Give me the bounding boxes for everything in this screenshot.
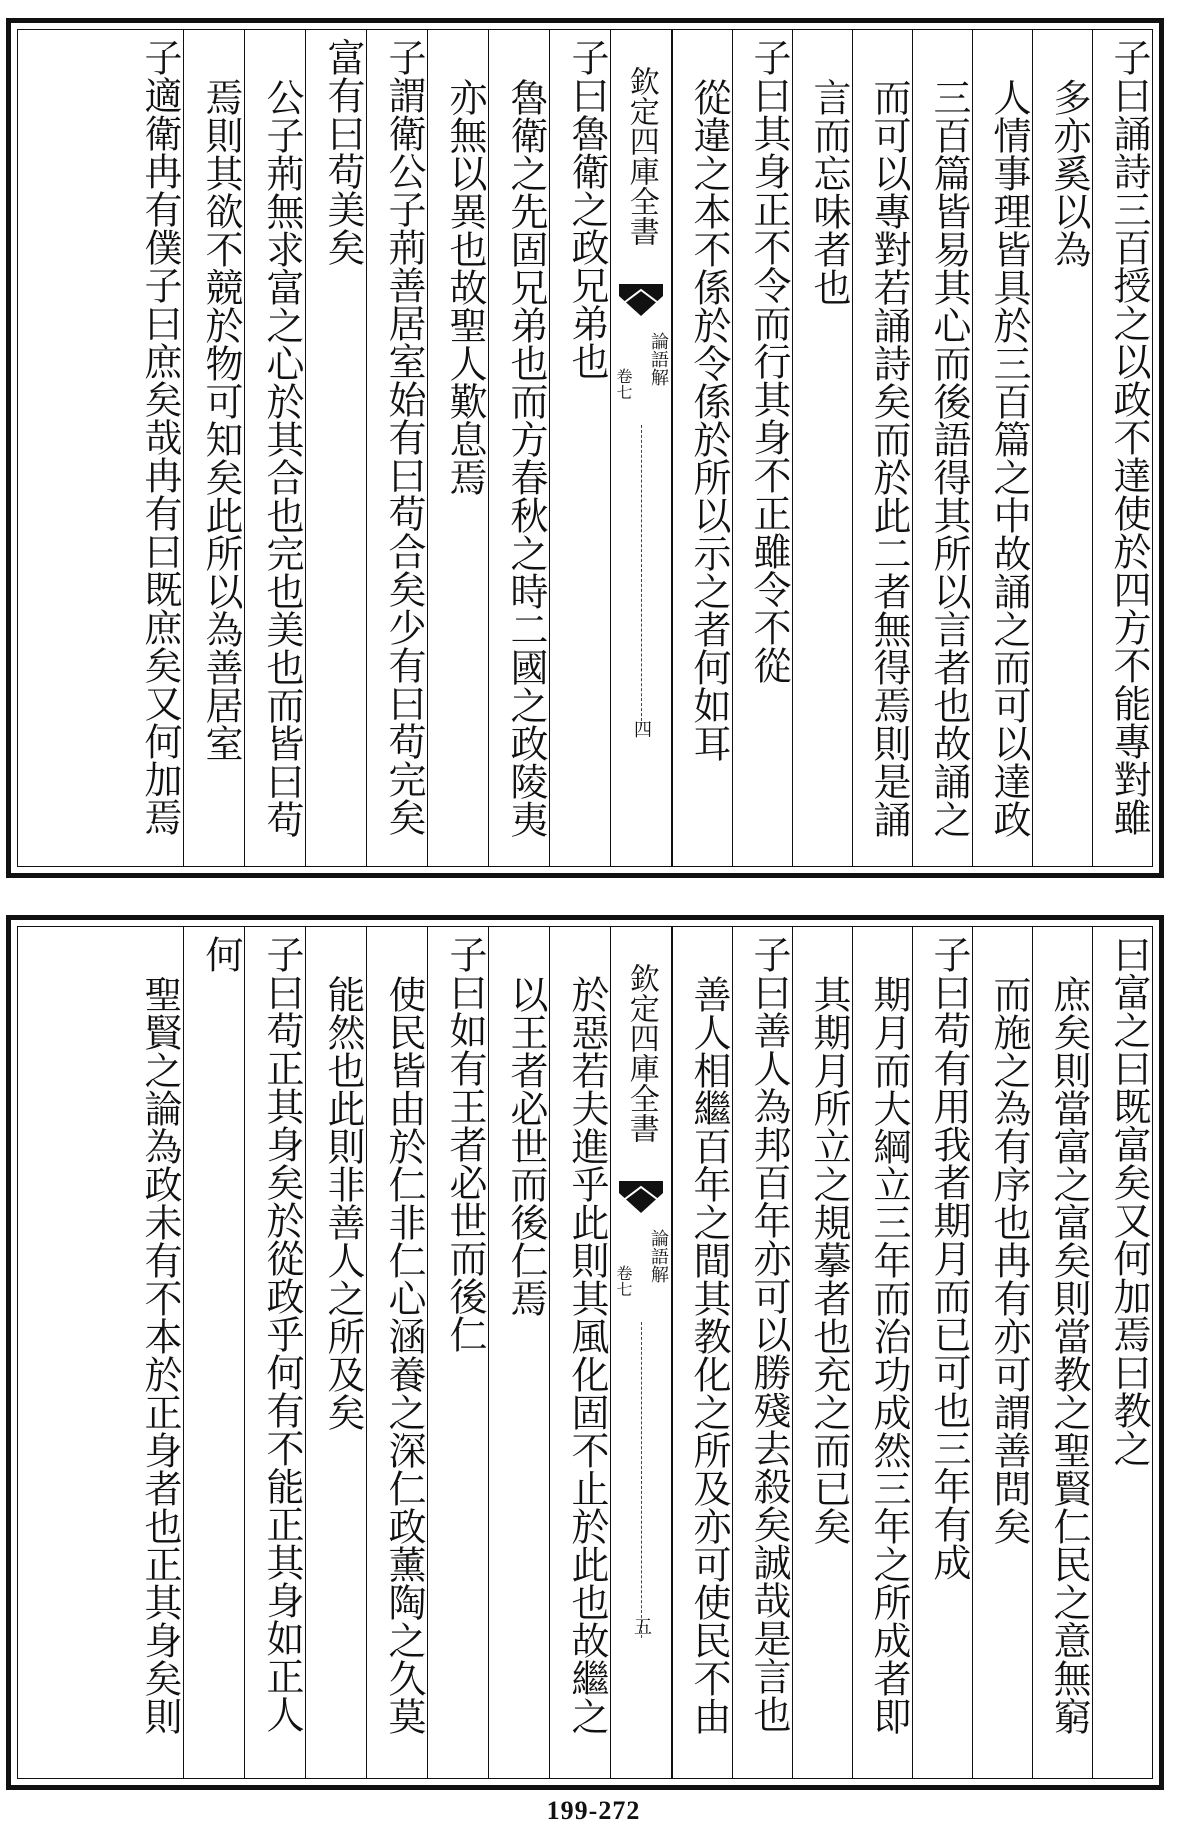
fish-tail-icon <box>617 282 665 318</box>
text-column-b7: 子曰善人為邦百年亦可以勝殘去殺矣誠哉是言也 <box>732 927 792 1778</box>
gutter-volume: 卷七 <box>614 1265 633 1297</box>
text-column-t13: 富有曰苟美矣 <box>305 30 366 866</box>
text-column-t11: 亦無以異也故聖人歎息焉 <box>427 30 488 866</box>
text-column-b8: 善人相繼百年之間其教化之所及亦可使民不由 <box>672 927 732 1778</box>
text-column-b6: 其期月所立之規摹者也充之而已矣 <box>792 927 852 1778</box>
fish-tail-icon <box>617 1179 665 1215</box>
text-column-b1: 曰富之曰既富矣又何加焉曰教之 <box>1092 927 1152 1778</box>
text-column-t2: 多亦奚以為 <box>1032 30 1092 866</box>
text-column-b16: 聖賢之論為政未有不本於正身者也正其身矣則 <box>138 975 182 1735</box>
gutter-divider <box>641 1322 642 1638</box>
text-column-b2: 庶矣則當富之富矣則當教之聖賢仁民之意無窮 <box>1032 927 1092 1778</box>
text-column-t9: 子曰魯衛之政兄弟也 <box>549 30 610 866</box>
bottom-page-gutter <box>610 927 672 1778</box>
top-page-columns <box>18 30 1152 866</box>
gutter-title: 欽定四庫全書 <box>623 66 659 246</box>
text-column-b3: 而施之為有序也冉有亦可謂善問矣 <box>972 927 1032 1778</box>
text-column-t4: 三百篇皆易其心而後語得其所以言者也故誦之 <box>912 30 972 866</box>
text-column-t14: 公子荊無求富之心於其合也完也美也而皆曰苟 <box>244 30 305 866</box>
gutter-title: 欽定四庫全書 <box>623 963 659 1143</box>
text-column-b13: 能然也此則非善人之所及矣 <box>305 927 366 1778</box>
gutter-book-title: 論語解 <box>648 332 669 386</box>
text-column-b4: 子曰苟有用我者期月而已可也三年有成 <box>912 927 972 1778</box>
text-column-b11: 子曰如有王者必世而後仁 <box>427 927 488 1778</box>
text-column-t15: 焉則其欲不競於物可知矣此所以為善居室 <box>183 30 244 866</box>
text-column-t1: 子曰誦詩三百授之以政不達使於四方不能專對雖 <box>1092 30 1152 866</box>
gutter-volume: 卷七 <box>614 368 633 400</box>
text-column-b10: 以王者必世而後仁焉 <box>488 927 549 1778</box>
top-page-frame <box>17 29 1153 867</box>
text-column-t5: 而可以專對若誦詩矣而於此二者無得焉則是誦 <box>852 30 912 866</box>
text-column-b9: 於惡若夫進乎此則其風化固不止於此也故繼之 <box>549 927 610 1778</box>
gutter-divider <box>641 425 642 726</box>
text-column-t6: 言而忘味者也 <box>792 30 852 866</box>
text-column-t3: 人情事理皆具於三百篇之中故誦之而可以達政 <box>972 30 1032 866</box>
text-column-b14: 子曰苟正其身矣於從政乎何有不能正其身如正人 <box>244 927 305 1778</box>
top-page <box>6 18 1164 878</box>
bottom-page <box>6 915 1164 1790</box>
text-column-b15: 何 <box>183 927 244 1778</box>
top-page-gutter <box>610 30 672 866</box>
bottom-page-columns <box>18 927 1152 1778</box>
text-column-t8: 從違之本不係於令係於所以示之者何如耳 <box>672 30 732 866</box>
bottom-page-frame <box>17 926 1153 1779</box>
text-column-b12: 使民皆由於仁非仁心涵養之深仁政薰陶之久莫 <box>366 927 427 1778</box>
gutter-page-number: 五 <box>631 1617 652 1635</box>
text-column-t7: 子曰其身正不令而行其身不正雖令不從 <box>732 30 792 866</box>
text-column-t12: 子謂衛公子荊善居室始有曰苟合矣少有曰苟完矣 <box>366 30 427 866</box>
text-column-t16: 子適衛冉有僕子曰庶矣哉冉有曰既庶矣又何加焉 <box>138 38 182 836</box>
page-footer-number: 199-272 <box>546 1796 641 1825</box>
gutter-book-title: 論語解 <box>648 1229 669 1283</box>
text-column-t10: 魯衛之先固兄弟也而方春秋之時二國之政陵夷 <box>488 30 549 866</box>
gutter-page-number: 四 <box>631 720 652 738</box>
text-column-b5: 期月而大綱立三年而治功成然三年之所成者即 <box>852 927 912 1778</box>
